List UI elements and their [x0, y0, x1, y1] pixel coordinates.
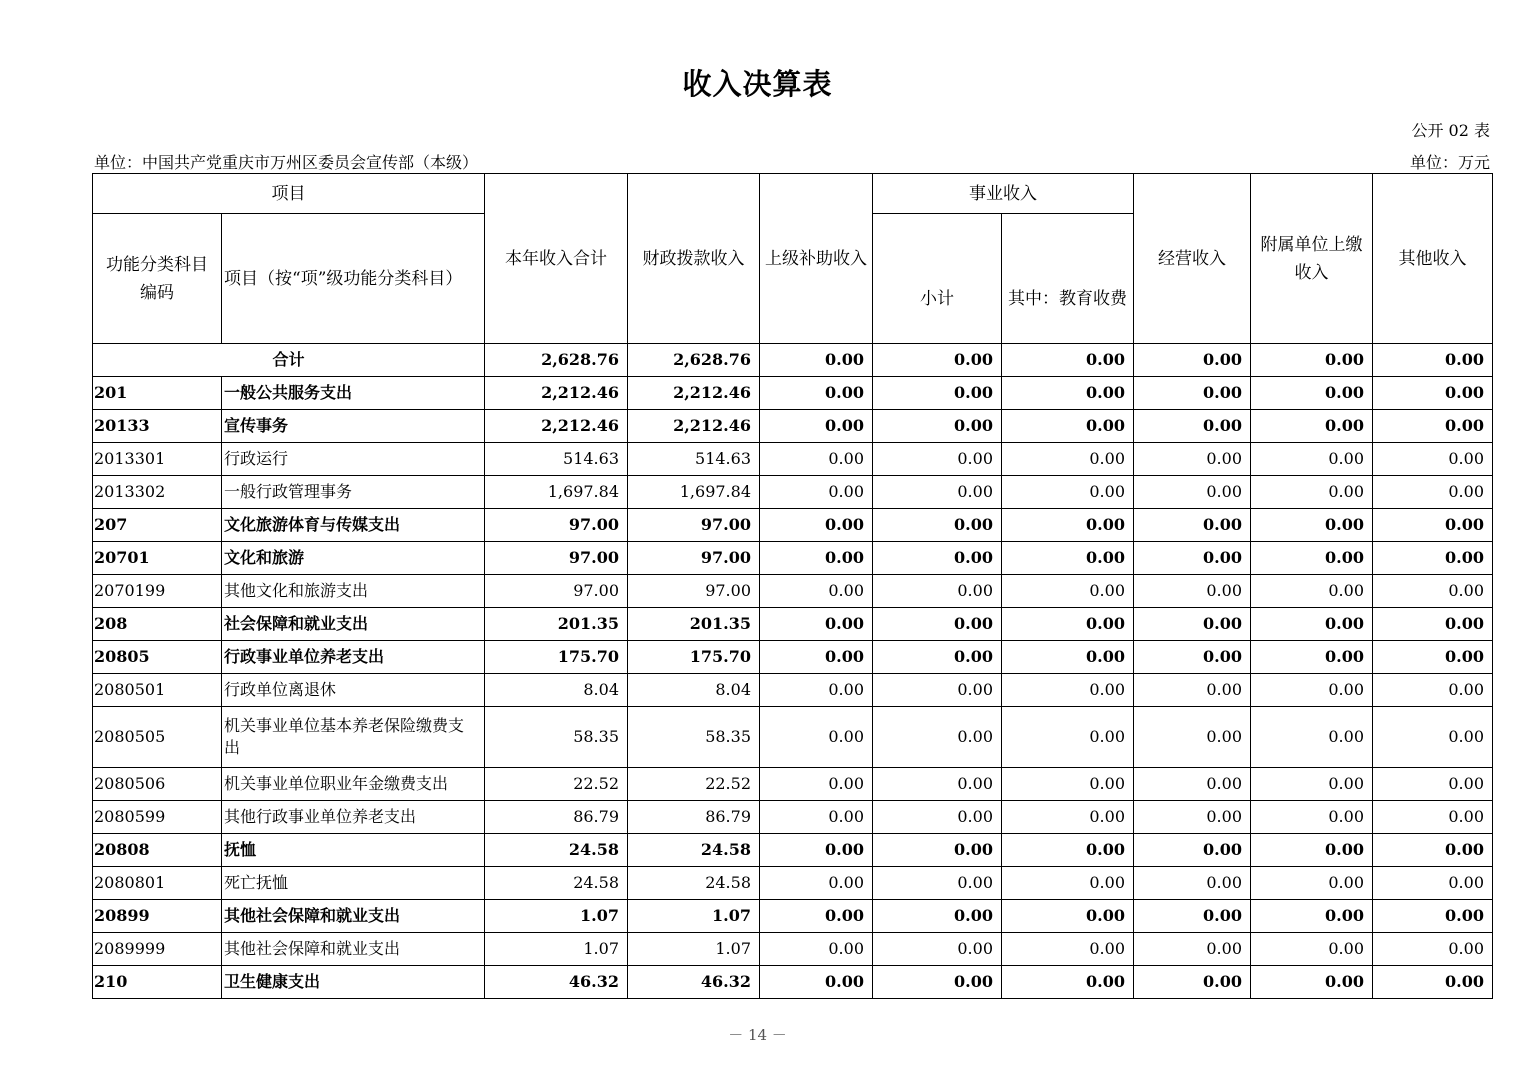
- row-value: 0.00: [873, 707, 1002, 768]
- header-career: 事业收入: [873, 174, 1134, 214]
- row-name: 机关事业单位基本养老保险缴费支出: [222, 707, 485, 768]
- table-row: [93, 476, 1493, 509]
- total-value: 2,628.76: [628, 344, 760, 377]
- row-value: 0.00: [873, 443, 1002, 476]
- total-value: 0.00: [1134, 344, 1251, 377]
- row-value: 0.00: [1002, 476, 1134, 509]
- table-row: [93, 509, 1493, 542]
- header-fiscal: 财政拨款收入: [628, 174, 760, 344]
- row-value: 0.00: [873, 377, 1002, 410]
- table-row: [93, 768, 1493, 801]
- table-row: [93, 834, 1493, 867]
- row-value: 514.63: [485, 443, 628, 476]
- total-label: 合计: [93, 344, 485, 377]
- row-value: 0.00: [1134, 900, 1251, 933]
- row-value: 0.00: [760, 377, 873, 410]
- row-name: 宣传事务: [222, 410, 485, 443]
- row-value: 0.00: [760, 933, 873, 966]
- table-row: [93, 674, 1493, 707]
- row-value: 0.00: [760, 608, 873, 641]
- row-code: 210: [93, 966, 222, 999]
- row-name: 机关事业单位职业年金缴费支出: [222, 768, 485, 801]
- row-value: 0.00: [1373, 867, 1493, 900]
- row-value: 0.00: [873, 641, 1002, 674]
- row-name: 其他文化和旅游支出: [222, 575, 485, 608]
- row-value: 0.00: [1251, 608, 1373, 641]
- row-value: 0.00: [760, 641, 873, 674]
- table-row: [93, 641, 1493, 674]
- header-total-income: 本年收入合计: [485, 174, 628, 344]
- row-code: 20899: [93, 900, 222, 933]
- row-value: 0.00: [1134, 674, 1251, 707]
- table-row: [93, 900, 1493, 933]
- row-value: 0.00: [873, 867, 1002, 900]
- row-name: 一般公共服务支出: [222, 377, 485, 410]
- row-value: 0.00: [760, 768, 873, 801]
- row-value: 0.00: [873, 834, 1002, 867]
- row-value: 175.70: [628, 641, 760, 674]
- row-value: 0.00: [873, 575, 1002, 608]
- row-value: 0.00: [1134, 476, 1251, 509]
- row-value: 0.00: [1251, 900, 1373, 933]
- row-value: 0.00: [1373, 575, 1493, 608]
- page-number: － 14 －: [728, 1026, 787, 1044]
- row-value: 0.00: [1134, 768, 1251, 801]
- row-value: 0.00: [760, 867, 873, 900]
- row-value: 0.00: [760, 900, 873, 933]
- table-row: [93, 443, 1493, 476]
- row-code: 20805: [93, 641, 222, 674]
- row-value: 0.00: [1373, 509, 1493, 542]
- row-value: 0.00: [1134, 509, 1251, 542]
- header-other: 其他收入: [1373, 174, 1493, 344]
- row-value: 2,212.46: [485, 377, 628, 410]
- row-value: 0.00: [1373, 966, 1493, 999]
- total-row: [93, 344, 1493, 377]
- row-value: 86.79: [628, 801, 760, 834]
- row-value: 0.00: [1373, 834, 1493, 867]
- row-value: 0.00: [1002, 575, 1134, 608]
- row-name: 其他社会保障和就业支出: [222, 900, 485, 933]
- row-value: 0.00: [1251, 707, 1373, 768]
- row-value: 1.07: [628, 900, 760, 933]
- row-value: 2,212.46: [628, 410, 760, 443]
- row-code: 2013301: [93, 443, 222, 476]
- row-name: 死亡抚恤: [222, 867, 485, 900]
- row-code: 2013302: [93, 476, 222, 509]
- row-value: 0.00: [1134, 443, 1251, 476]
- row-value: 24.58: [485, 867, 628, 900]
- row-value: 0.00: [1002, 900, 1134, 933]
- header-code: 功能分类科目编码: [93, 214, 222, 344]
- row-value: 22.52: [628, 768, 760, 801]
- row-value: 0.00: [873, 900, 1002, 933]
- row-value: 24.58: [485, 834, 628, 867]
- row-name: 社会保障和就业支出: [222, 608, 485, 641]
- row-value: 46.32: [628, 966, 760, 999]
- total-value: 2,628.76: [485, 344, 628, 377]
- row-value: 0.00: [1373, 933, 1493, 966]
- row-value: 0.00: [1134, 801, 1251, 834]
- row-value: 0.00: [760, 542, 873, 575]
- row-value: 2,212.46: [485, 410, 628, 443]
- row-value: 0.00: [1251, 476, 1373, 509]
- row-value: 0.00: [873, 476, 1002, 509]
- row-name: 文化和旅游: [222, 542, 485, 575]
- row-value: 0.00: [1373, 768, 1493, 801]
- row-value: 0.00: [760, 966, 873, 999]
- row-value: 0.00: [1134, 966, 1251, 999]
- row-value: 0.00: [1373, 377, 1493, 410]
- row-value: 0.00: [1134, 542, 1251, 575]
- row-value: 0.00: [760, 410, 873, 443]
- row-value: 0.00: [1134, 641, 1251, 674]
- row-value: 0.00: [1251, 801, 1373, 834]
- row-value: 0.00: [1251, 542, 1373, 575]
- row-value: 97.00: [485, 542, 628, 575]
- table-number: 公开 02 表: [1411, 121, 1490, 140]
- row-value: 8.04: [485, 674, 628, 707]
- row-value: 0.00: [760, 801, 873, 834]
- row-value: 1.07: [485, 900, 628, 933]
- row-value: 0.00: [1002, 608, 1134, 641]
- row-value: 97.00: [628, 575, 760, 608]
- row-value: 0.00: [1002, 768, 1134, 801]
- row-value: 175.70: [485, 641, 628, 674]
- row-value: 2,212.46: [628, 377, 760, 410]
- row-name: 卫生健康支出: [222, 966, 485, 999]
- total-value: 0.00: [1251, 344, 1373, 377]
- row-value: 0.00: [873, 933, 1002, 966]
- row-code: 201: [93, 377, 222, 410]
- row-value: 0.00: [1134, 410, 1251, 443]
- row-name: 文化旅游体育与传媒支出: [222, 509, 485, 542]
- row-value: 24.58: [628, 867, 760, 900]
- row-value: 0.00: [1251, 641, 1373, 674]
- row-value: 0.00: [1373, 476, 1493, 509]
- header-project: 项目: [93, 174, 485, 214]
- row-value: 0.00: [1134, 608, 1251, 641]
- header-superior: 上级补助收入: [760, 174, 873, 344]
- unit-currency: 单位：万元: [1409, 153, 1490, 172]
- row-value: 0.00: [1373, 410, 1493, 443]
- table-row: [93, 608, 1493, 641]
- row-code: 207: [93, 509, 222, 542]
- row-value: 0.00: [873, 801, 1002, 834]
- row-value: 0.00: [760, 707, 873, 768]
- row-name: 抚恤: [222, 834, 485, 867]
- row-value: 0.00: [1002, 933, 1134, 966]
- table-row: [93, 542, 1493, 575]
- header-subtotal: 小计: [873, 214, 1002, 344]
- row-value: 0.00: [760, 509, 873, 542]
- row-value: 0.00: [1134, 575, 1251, 608]
- unit-organization: 单位：中国共产党重庆市万州区委员会宣传部（本级）: [94, 153, 479, 172]
- row-value: 0.00: [760, 476, 873, 509]
- row-value: 1,697.84: [628, 476, 760, 509]
- row-code: 20808: [93, 834, 222, 867]
- row-code: 2080505: [93, 707, 222, 768]
- row-value: 0.00: [1373, 608, 1493, 641]
- row-value: 0.00: [873, 768, 1002, 801]
- header-edu-fee: 其中：教育收费: [1002, 214, 1134, 344]
- row-value: 97.00: [628, 542, 760, 575]
- total-value: 0.00: [1002, 344, 1134, 377]
- row-value: 0.00: [1373, 707, 1493, 768]
- row-value: 0.00: [1134, 834, 1251, 867]
- row-value: 0.00: [1002, 867, 1134, 900]
- row-value: 0.00: [1002, 801, 1134, 834]
- row-value: 0.00: [1002, 542, 1134, 575]
- table-row: [93, 377, 1493, 410]
- row-value: 97.00: [628, 509, 760, 542]
- row-value: 0.00: [1134, 377, 1251, 410]
- row-value: 1,697.84: [485, 476, 628, 509]
- row-value: 24.58: [628, 834, 760, 867]
- row-value: 0.00: [1251, 443, 1373, 476]
- row-value: 97.00: [485, 575, 628, 608]
- row-value: 0.00: [1002, 509, 1134, 542]
- header-business: 经营收入: [1134, 174, 1251, 344]
- row-value: 0.00: [1251, 768, 1373, 801]
- row-name: 其他行政事业单位养老支出: [222, 801, 485, 834]
- table-row: [93, 801, 1493, 834]
- row-value: 0.00: [873, 674, 1002, 707]
- table-row: [93, 575, 1493, 608]
- row-value: 0.00: [1002, 410, 1134, 443]
- row-value: 0.00: [1002, 674, 1134, 707]
- row-value: 0.00: [1251, 933, 1373, 966]
- row-value: 0.00: [873, 608, 1002, 641]
- row-value: 0.00: [1251, 966, 1373, 999]
- row-code: 2080506: [93, 768, 222, 801]
- row-code: 20133: [93, 410, 222, 443]
- header-item: 项目（按“项”级功能分类科目）: [222, 214, 485, 344]
- row-value: 201.35: [485, 608, 628, 641]
- row-value: 0.00: [1373, 674, 1493, 707]
- row-value: 0.00: [760, 834, 873, 867]
- row-code: 2080501: [93, 674, 222, 707]
- row-name: 其他社会保障和就业支出: [222, 933, 485, 966]
- table-row: [93, 966, 1493, 999]
- row-value: 0.00: [1373, 900, 1493, 933]
- row-value: 46.32: [485, 966, 628, 999]
- page-title: 收入决算表: [682, 67, 833, 101]
- row-value: 0.00: [1251, 674, 1373, 707]
- row-code: 2089999: [93, 933, 222, 966]
- row-value: 0.00: [1251, 377, 1373, 410]
- row-value: 22.52: [485, 768, 628, 801]
- table-row: [93, 410, 1493, 443]
- row-value: 0.00: [1373, 542, 1493, 575]
- row-value: 0.00: [760, 575, 873, 608]
- table-row: [93, 933, 1493, 966]
- row-value: 86.79: [485, 801, 628, 834]
- row-value: 0.00: [1002, 377, 1134, 410]
- row-value: 0.00: [1251, 867, 1373, 900]
- row-value: 0.00: [1373, 801, 1493, 834]
- row-name: 一般行政管理事务: [222, 476, 485, 509]
- row-value: 0.00: [760, 674, 873, 707]
- row-value: 0.00: [1002, 834, 1134, 867]
- row-value: 0.00: [1134, 933, 1251, 966]
- row-value: 0.00: [1251, 509, 1373, 542]
- income-table: [92, 173, 1493, 999]
- row-value: 0.00: [873, 509, 1002, 542]
- row-value: 1.07: [628, 933, 760, 966]
- row-value: 0.00: [1002, 443, 1134, 476]
- row-value: 0.00: [1134, 707, 1251, 768]
- row-value: 0.00: [1002, 707, 1134, 768]
- row-code: 20701: [93, 542, 222, 575]
- total-value: 0.00: [873, 344, 1002, 377]
- row-value: 0.00: [1373, 443, 1493, 476]
- row-value: 58.35: [628, 707, 760, 768]
- row-value: 0.00: [760, 443, 873, 476]
- row-value: 58.35: [485, 707, 628, 768]
- row-name: 行政事业单位养老支出: [222, 641, 485, 674]
- row-value: 0.00: [1251, 834, 1373, 867]
- row-value: 201.35: [628, 608, 760, 641]
- row-value: 514.63: [628, 443, 760, 476]
- row-value: 0.00: [1134, 867, 1251, 900]
- row-value: 1.07: [485, 933, 628, 966]
- table-row: [93, 707, 1493, 768]
- row-value: 97.00: [485, 509, 628, 542]
- row-name: 行政运行: [222, 443, 485, 476]
- row-value: 0.00: [873, 542, 1002, 575]
- row-value: 0.00: [1002, 641, 1134, 674]
- table-row: [93, 867, 1493, 900]
- row-value: 0.00: [1002, 966, 1134, 999]
- row-name: 行政单位离退休: [222, 674, 485, 707]
- header-affiliated: 附属单位上缴收入: [1251, 174, 1373, 344]
- total-value: 0.00: [1373, 344, 1493, 377]
- row-value: 0.00: [1251, 575, 1373, 608]
- row-code: 208: [93, 608, 222, 641]
- row-code: 2080801: [93, 867, 222, 900]
- row-value: 0.00: [1251, 410, 1373, 443]
- total-value: 0.00: [760, 344, 873, 377]
- row-value: 0.00: [1373, 641, 1493, 674]
- row-code: 2070199: [93, 575, 222, 608]
- row-code: 2080599: [93, 801, 222, 834]
- row-value: 8.04: [628, 674, 760, 707]
- row-value: 0.00: [873, 410, 1002, 443]
- row-value: 0.00: [873, 966, 1002, 999]
